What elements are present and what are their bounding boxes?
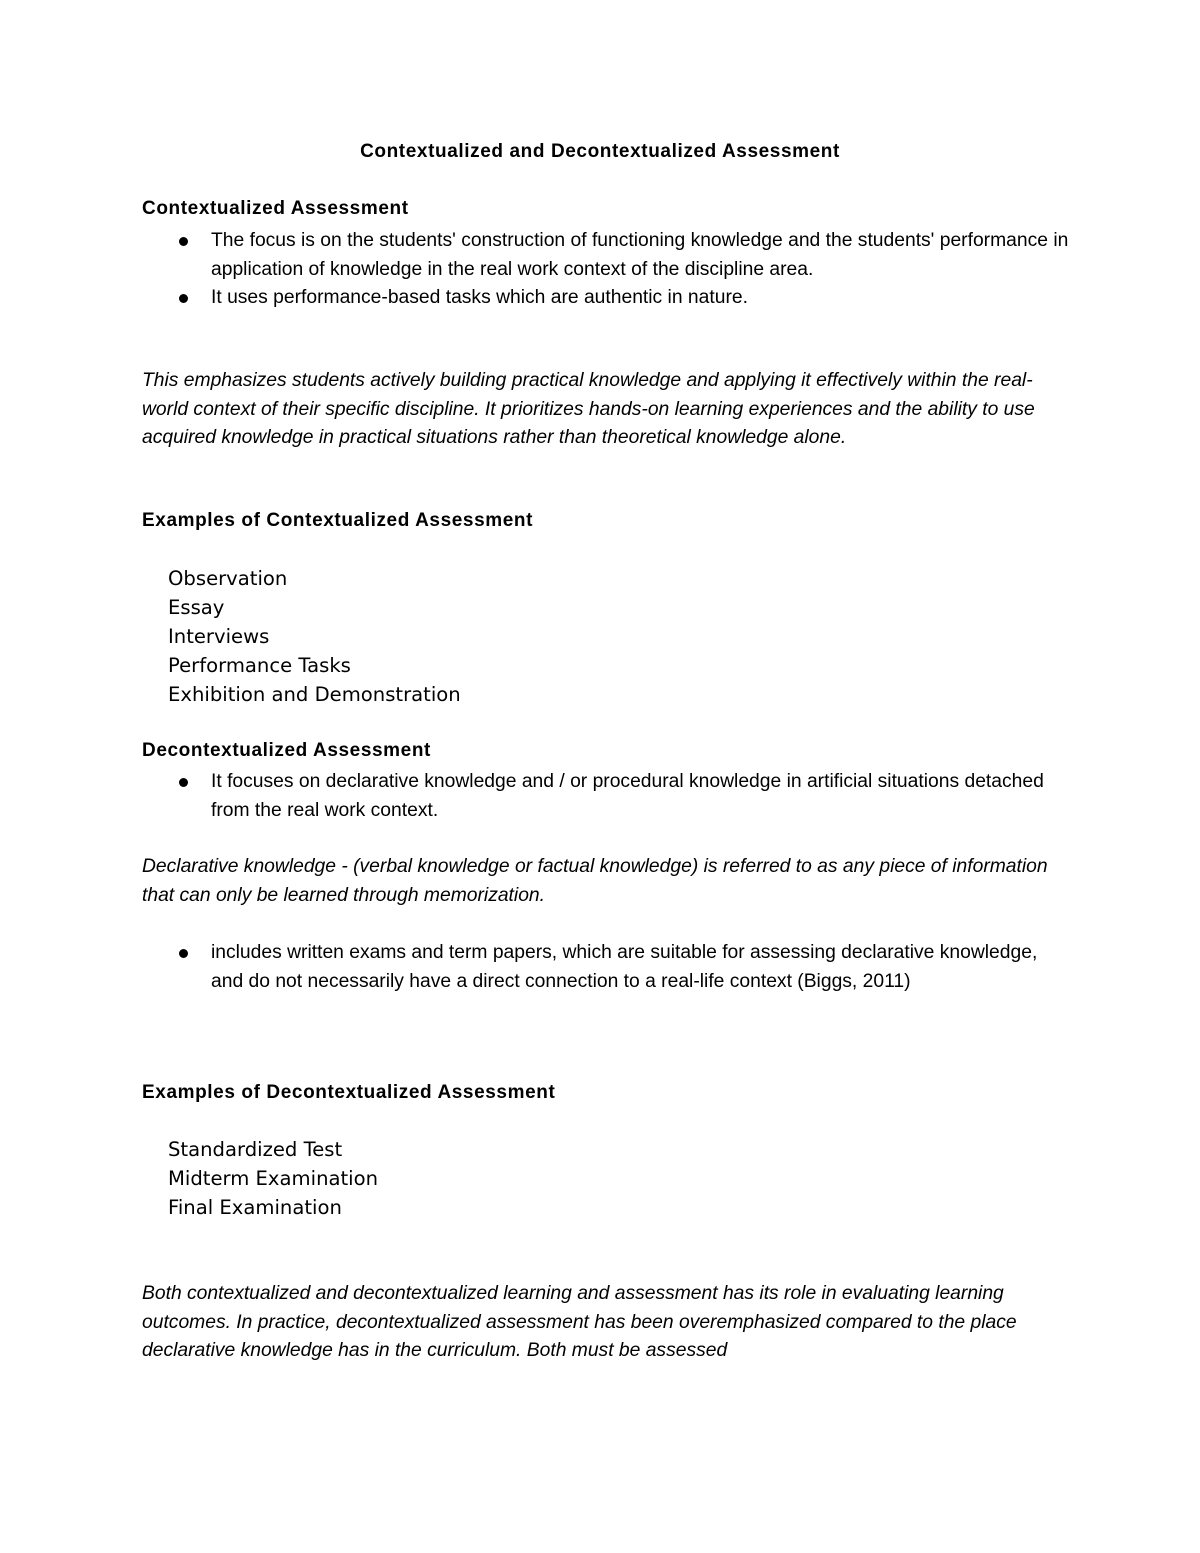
- bullet-icon: [179, 237, 188, 246]
- list-item: Interviews: [168, 624, 270, 648]
- decontextualized-bullet-list: [142, 768, 1072, 825]
- list-item: Standardized Test: [168, 1138, 343, 1161]
- list-item: Final Examination: [168, 1195, 342, 1219]
- contextualized-note: This emphasizes students actively building practical knowledge and applying it effectively within the real-world context of their specific discipline. It prioritizes hands-on learning experiences and the ability to use acquired knowledge in practical situations rather than theoretical knowledge alone.: [142, 370, 1035, 449]
- contextualized-examples-list: [168, 565, 461, 710]
- bullet-text: It focuses on declarative knowledge and / or procedural knowledge in artificial situations detached from the real work context.: [211, 771, 1044, 821]
- list-item: Performance Tasks: [168, 653, 351, 677]
- decontextualized-examples-heading: Examples of Decontextualized Assessment: [142, 1082, 556, 1103]
- bullet-text: It uses performance-based tasks which are authentic in nature.: [211, 287, 748, 308]
- decontextualized-bullet-list-2: [142, 939, 1072, 996]
- list-item: [142, 284, 1072, 313]
- bullet-text: includes written exams and term papers, which are suitable for assessing declarative knowledge, and do not necessarily have a direct connection to a real-life context (Biggs, 2011): [211, 942, 1038, 992]
- document-title: Contextualized and Decontextualized Assessment: [360, 141, 840, 162]
- list-item: [142, 227, 1072, 284]
- contextualized-bullet-list: [142, 227, 1072, 313]
- contextualized-examples-heading: Examples of Contextualized Assessment: [142, 510, 534, 531]
- conclusion-paragraph: Both contextualized and decontextualized learning and assessment has its role in evaluating learning outcomes. In practice, decontextualized assessment has been overemphasized compared to the place declarative knowledge has in the curriculum. Both must be assessed: [142, 1283, 1017, 1362]
- bullet-icon: [179, 778, 188, 787]
- bullet-icon: [179, 294, 188, 303]
- list-item: Essay: [168, 595, 225, 619]
- decontextualized-examples-list: [168, 1136, 378, 1223]
- declarative-knowledge-definition: Declarative knowledge - (verbal knowledge or factual knowledge) is referred to as any piece of information that can only be learned through memorization.: [142, 856, 1048, 906]
- list-item: [142, 768, 1072, 825]
- decontextualized-heading: Decontextualized Assessment: [142, 740, 431, 761]
- list-item: Exhibition and Demonstration: [168, 682, 461, 706]
- list-item: Observation: [168, 567, 288, 590]
- contextualized-heading: Contextualized Assessment: [142, 198, 409, 219]
- list-item: Midterm Examination: [168, 1166, 379, 1190]
- bullet-icon: [179, 949, 188, 958]
- list-item: [142, 939, 1072, 996]
- bullet-text: The focus is on the students' construction of functioning knowledge and the students' performance in application of knowledge in the real work context of the discipline area.: [211, 230, 1069, 280]
